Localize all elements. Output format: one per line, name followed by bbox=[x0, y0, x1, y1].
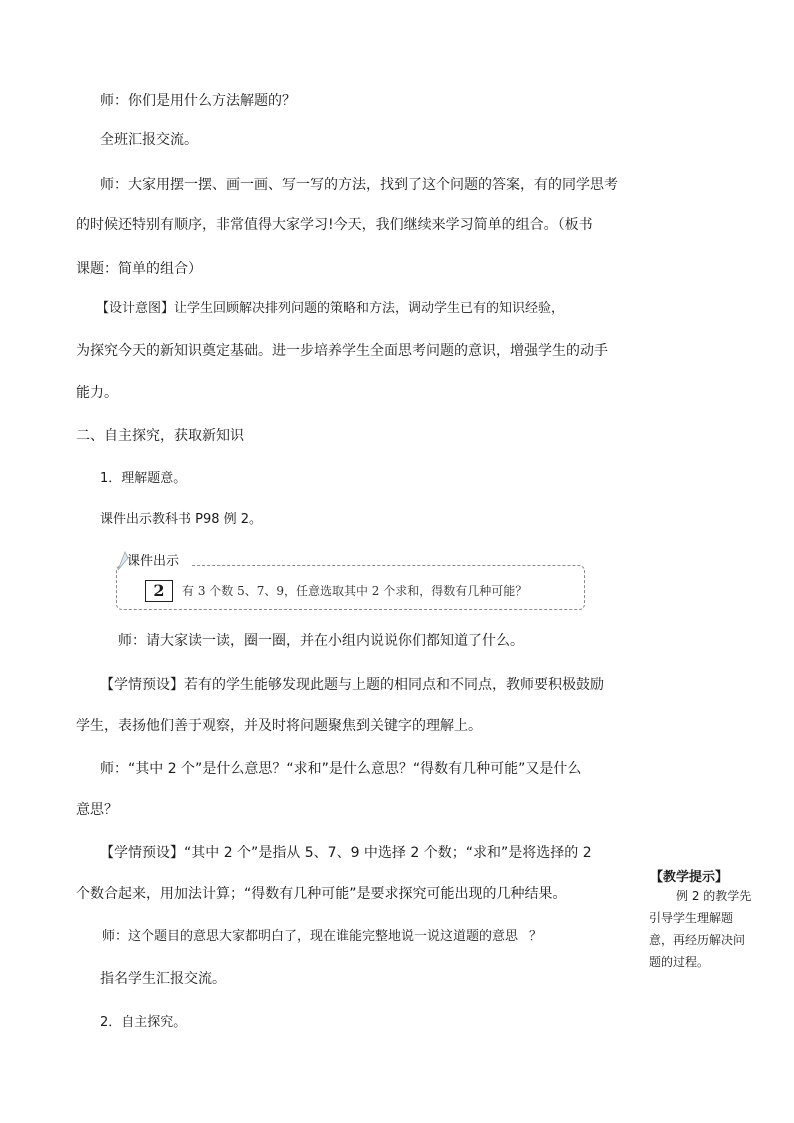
paragraph: 【学情预设】若有的学生能够发现此题与上题的相同点和不同点，教师要积极鼓励 bbox=[100, 677, 604, 693]
teaching-tip-line: 引导学生理解题 bbox=[649, 911, 734, 925]
example-problem: 有 3 个数 5、7、9，任意选取其中 2 个求和，得数有几种可能？ bbox=[182, 584, 528, 598]
section-heading: 二、自主探究，获取新知识 bbox=[76, 428, 244, 444]
paragraph: 个数合起来，用加法计算；“得数有几种可能”是要求探究可能出现的几种结果。 bbox=[76, 886, 567, 902]
paragraph: 课题：简单的组合） bbox=[76, 261, 202, 277]
subsection-heading: 2．自主探究。 bbox=[100, 1015, 187, 1030]
callout-label: 课件出示 bbox=[127, 554, 180, 569]
paragraph: 师：“其中 2 个”是什么意思？“求和”是什么意思？“得数有几种可能”又是什么 bbox=[100, 761, 582, 777]
paragraph: 全班汇报交流。 bbox=[100, 132, 198, 148]
paragraph: 的时候还特别有顺序，非常值得大家学习!今天，我们继续来学习简单的组合。（板书 bbox=[76, 217, 593, 233]
paragraph: 意思？ bbox=[76, 802, 118, 818]
paragraph: 师：请大家读一读，圈一圈，并在小组内说说你们都知道了什么。 bbox=[118, 633, 524, 649]
teaching-tip-line: 题的过程。 bbox=[649, 955, 710, 969]
paragraph-question-mark: ？ bbox=[529, 929, 543, 944]
teaching-tip-line: 意，再经历解决问 bbox=[649, 933, 746, 947]
paragraph: 指名学生汇报交流。 bbox=[100, 971, 226, 987]
paragraph: 师：你们是用什么方法解题的？ bbox=[100, 93, 296, 109]
example-number: 2 bbox=[145, 580, 173, 602]
subsection-heading: 1．理解题意。 bbox=[100, 471, 187, 486]
paragraph: 为探究今天的新知识奠定基础。进一步培养学生全面思考问题的意识，增强学生的动手 bbox=[76, 343, 608, 359]
design-intent-label: 【设计意图】让学生回顾解决排列问题的策略和方法，调动学生已有的知识经验， bbox=[96, 301, 565, 316]
teaching-tip-title: 【教学提示】 bbox=[650, 870, 729, 885]
teaching-tip-line: 例 2 的教学先 bbox=[676, 889, 752, 903]
paragraph: 【学情预设】“其中 2 个”是指从 5、7、9 中选择 2 个数；“求和”是将选择的 2 bbox=[100, 845, 592, 861]
paragraph: 能力。 bbox=[76, 385, 118, 401]
paragraph: 师：这个题目的意思大家都明白了，现在谁能完整地说一说这道题的意思 bbox=[102, 929, 519, 944]
paragraph: 学生，表扬他们善于观察，并及时将问题聚焦到关键字的理解上。 bbox=[76, 718, 482, 734]
paragraph: 师：大家用摆一摆、画一画、写一写的方法，找到了这个问题的答案，有的同学思考 bbox=[100, 177, 618, 193]
paragraph: 课件出示教科书 P98 例 2。 bbox=[100, 512, 263, 527]
